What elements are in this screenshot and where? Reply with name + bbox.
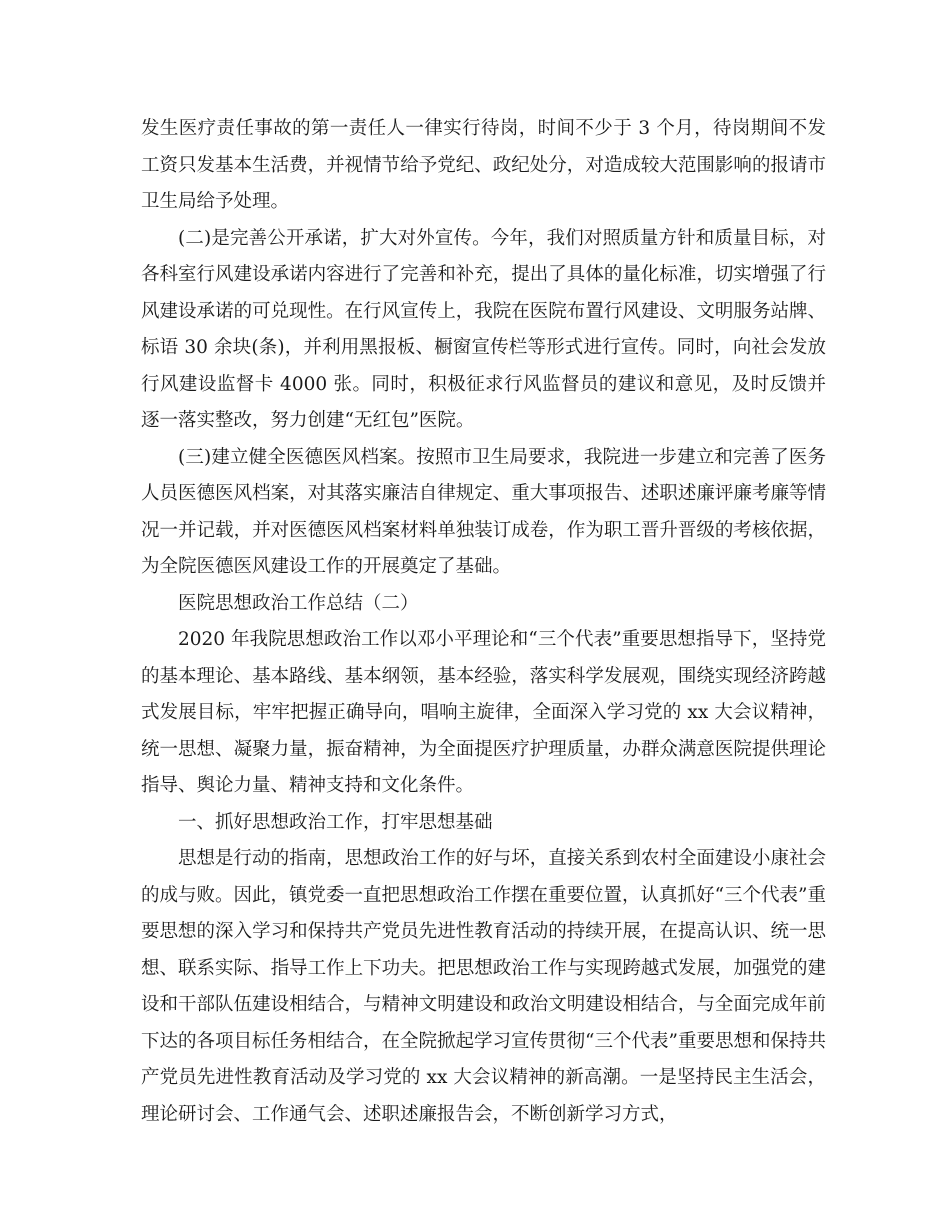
paragraph-public-commitment: (二)是完善公开承诺，扩大对外宣传。今年，我们对照质量方针和质量目标，对各科室行风建设承诺内容进行了完善和补充，提出了具体的量化标准，切实增强了行风建设承诺的可兑现性。在行风宣传上，我院在医院布置行风建设、文明服务站牌、标语 30 余块(条)，并利用黑报板、橱窗宣传栏等形式进行宣传。同时，向社会发放行风建设监督卡 4000 张。同时，积极征求行风监督员的建议和意见，及时反馈并逐一落实整改，努力创建“无红包”医院。	[141, 227, 826, 431]
paragraph-ethics-archive: (三)建立健全医德医风档案。按照市卫生局要求，我院进一步建立和完善了医务人员医德医风档案，对其落实廉洁自律规定、重大事项报告、述职述廉评廉考廉等情况一并记载，并对医德医风档案材料单独装订成卷，作为职工晋升晋级的考核依据，为全院医德医风建设工作的开展奠定了基础。	[141, 446, 826, 577]
section-title-summary-two: 医院思想政治工作总结（二）	[178, 592, 419, 614]
section-heading-one: 一、抓好思想政治工作，打牢思想基础	[178, 811, 493, 833]
paragraph-thought-guide: 思想是行动的指南，思想政治工作的好与坏，直接关系到农村全面建设小康社会的成与败。因此，镇党委一直把思想政治工作摆在重要位置，认真抓好“三个代表”重要思想的深入学习和保持共产党员先进性教育活动的持续开展，在提高认识、统一思想、联系实际、指导工作上下功夫。把思想政治工作与实现跨越式发展，加强党的建设和干部队伍建设相结合，与精神文明建设和政治文明建设相结合，与全面完成年前下达的各项目标任务相结合，在全院掀起学习宣传贯彻“三个代表”重要思想和保持共产党员先进性教育活动及学习党的 xx 大会议精神的新高潮。一是坚持民主生活会，理论研讨会、工作通气会、述职述廉报告会，不断创新学习方式，	[141, 848, 826, 1125]
paragraph-2020-overview: 2020 年我院思想政治工作以邓小平理论和“三个代表”重要思想指导下，坚持党的基本理论、基本路线、基本纲领，基本经验，落实科学发展观，围绕实现经济跨越式发展目标，牢牢把握正确导向，唱响主旋律，全面深入学习党的 xx 大会议精神，统一思想、凝聚力量，振奋精神，为全面提医疗护理质量，办群众满意医院提供理论指导、舆论力量、精神支持和文化条件。	[141, 629, 826, 796]
paragraph-accident-responsibility: 发生医疗责任事故的第一责任人一律实行待岗，时间不少于 3 个月，待岗期间不发工资只发基本生活费，并视情节给予党纪、政纪处分，对造成较大范围影响的报请市卫生局给予处理。	[141, 118, 826, 212]
document-page	[141, 111, 826, 1133]
